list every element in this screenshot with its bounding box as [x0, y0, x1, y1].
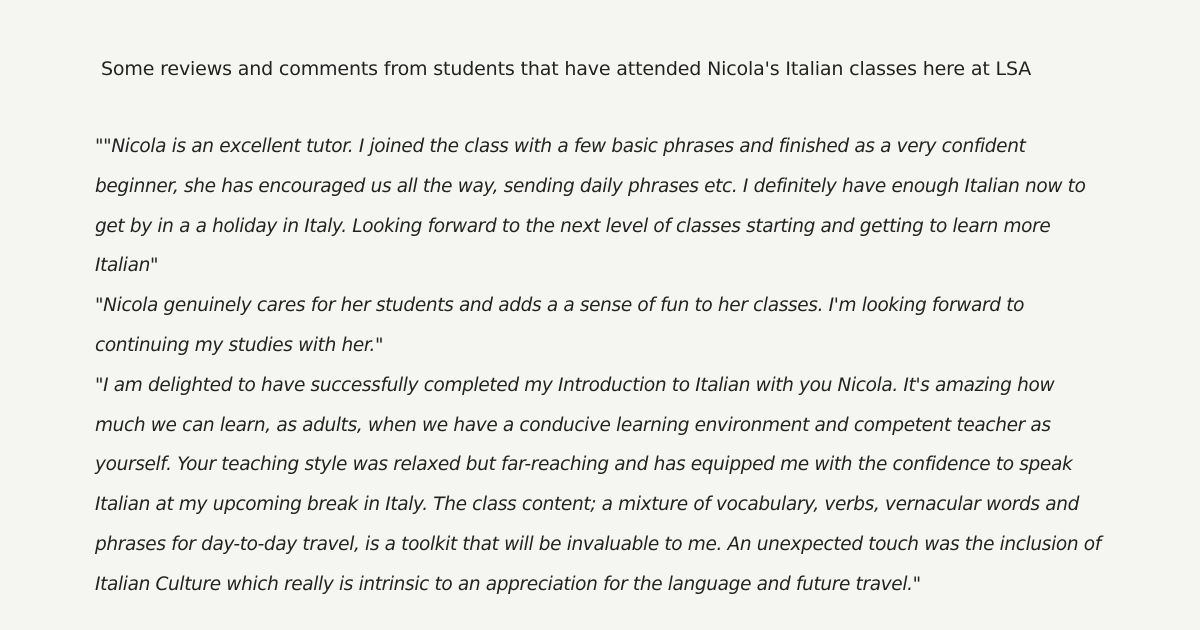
- review-quote-2: "Nicola genuinely cares for her students and adds a a sense of fun to her classes. I'm looking forward to continuing my studies with her.": [95, 295, 1025, 356]
- reviews-list: [95, 127, 1105, 605]
- review-quote-1: ""Nicola is an excellent tutor. I joined the class with a few basic phrases and finished as a very confident beginner, she has encouraged us all the way, sending daily phrases etc. I definitely have enough Italian now to get by in a a holiday in Italy. Looking forward to the next level of classes starting and getting to learn more Italian": [95, 136, 1086, 277]
- review-quote-3: "I am delighted to have successfully completed my Introduction to Italian with you Nicola. It's amazing how much we can learn, as adults, when we have a conducive learning environment and competent teacher as yourself. Your teaching style was relaxed but far-reaching and has equipped me with the confidence to speak Italian at my upcoming break in Italy. The class content; a mixture of vocabulary, verbs, vernacular words and phrases for day-to-day travel, is a toolkit that will be invaluable to me. An unexpected touch was the inclusion of Italian Culture which really is intrinsic to an appreciation for the language and future travel.": [95, 374, 1101, 595]
- intro-heading: Some reviews and comments from students that have attended Nicola's Italian classes here at LSA: [101, 58, 1032, 80]
